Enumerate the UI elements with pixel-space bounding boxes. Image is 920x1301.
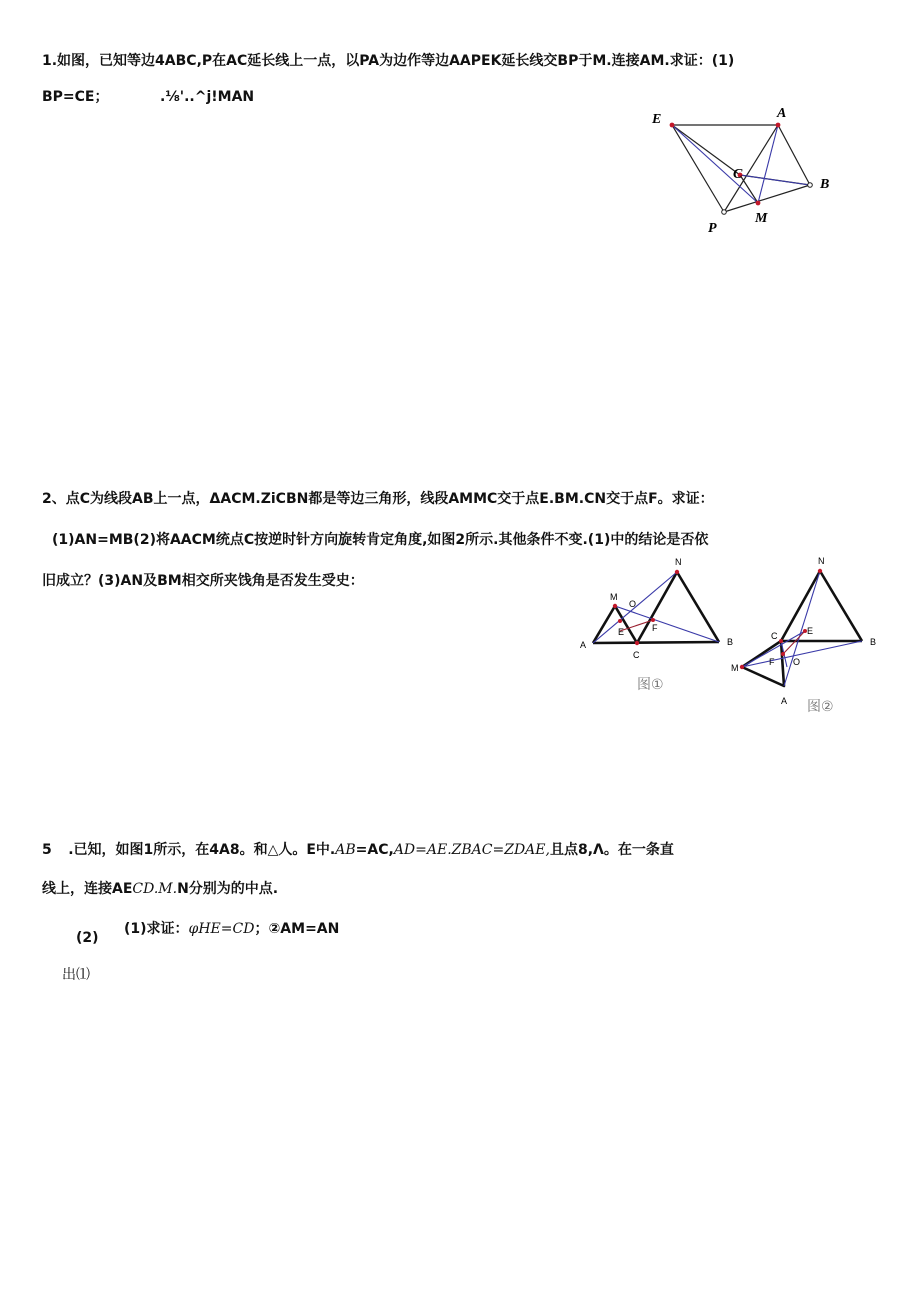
problem2-figure1	[575, 555, 745, 700]
problem5-line2c: N分别为的中点.	[177, 881, 279, 897]
p2f2-caption: 图②	[807, 699, 834, 715]
problem5-line2	[42, 880, 278, 898]
p2f2-label-O: O	[793, 657, 801, 667]
p1-label-M: M	[755, 211, 768, 226]
problem5-line4: 出⑴	[62, 967, 90, 983]
p2f2-label-A: A	[781, 696, 788, 706]
problem5-line1c: =AC,	[355, 842, 394, 858]
problem2-line3: 旧成立？(3)AN及BM相交所夹饯角是否发生受史：	[42, 573, 364, 589]
problem5-line3c: φHE=CD	[188, 921, 255, 937]
p2f1-label-C: C	[633, 650, 640, 660]
problem5-num: 5	[42, 842, 52, 858]
problem5-line1b: AB	[335, 842, 356, 858]
problem1-line1: 1.如图，已知等边4ABC,P在AC延长线上一点，以PA为边作等边AAPEK延长线交BP于M.连接AM.求证：(1)	[42, 53, 735, 69]
problem5-line1	[42, 841, 674, 859]
problem2-figure2	[725, 555, 885, 720]
p1-label-P: P	[708, 221, 717, 236]
problem5-line2a: 线上，连接AE	[42, 881, 133, 897]
problem1-line2b: .⅛'..^j!MAN	[160, 89, 255, 105]
p2f1-label-M: M	[610, 592, 618, 602]
p2f1-caption: 图①	[637, 677, 664, 693]
p2f1-label-A: A	[580, 640, 587, 650]
problem5-line3	[124, 920, 339, 938]
problem5-line1e: 且点8,Λ。在一条直	[549, 842, 674, 858]
p1-label-E: E	[652, 112, 662, 127]
problem2-line1: 2、点C为线段AB上一点，ΔACM.ZiCBN都是等边三角形，线段AMMC交于点E.BM.CN交于点F。求证：	[42, 491, 714, 507]
problem5-line1d: AD=AE.ZBAC=ZDAE,	[393, 842, 550, 858]
p2f1-label-F: F	[652, 623, 658, 633]
problem5-line3d: ；②AM=AN	[254, 921, 340, 937]
problem5-line3b: (1)求证：	[124, 921, 189, 937]
problem5-line2b: CD.M.	[132, 881, 178, 897]
p2f1-label-E: E	[618, 627, 625, 637]
p2f2-label-B: B	[870, 637, 877, 647]
problem5-line1a: .已知，如图1所示，在4A8。和△人。E中.	[68, 842, 336, 858]
p2f2-label-F: F	[769, 657, 775, 667]
problem5-line3a: (2)	[76, 930, 99, 946]
p2f2-label-C: C	[771, 631, 778, 641]
problem1-line2a: BP=CE；	[42, 89, 109, 105]
p2f2-label-E: E	[807, 626, 814, 636]
p2f2-label-N: N	[818, 556, 825, 566]
p2f1-label-N: N	[675, 557, 682, 567]
p2f2-label-M: M	[731, 663, 739, 673]
p2f1-label-O: O	[629, 599, 637, 609]
p1-label-C: C	[733, 167, 743, 182]
p1-label-B: B	[820, 177, 830, 192]
p1-label-A: A	[777, 106, 787, 121]
problem1-figure	[640, 100, 840, 240]
p2f1-label-B: B	[727, 637, 734, 647]
problem2-line2: (1)AN=MB(2)将AACM统点C按逆时针方向旋转肯定角度,如图2所示.其他条件不变.(1)中的结论是否依	[52, 532, 709, 548]
